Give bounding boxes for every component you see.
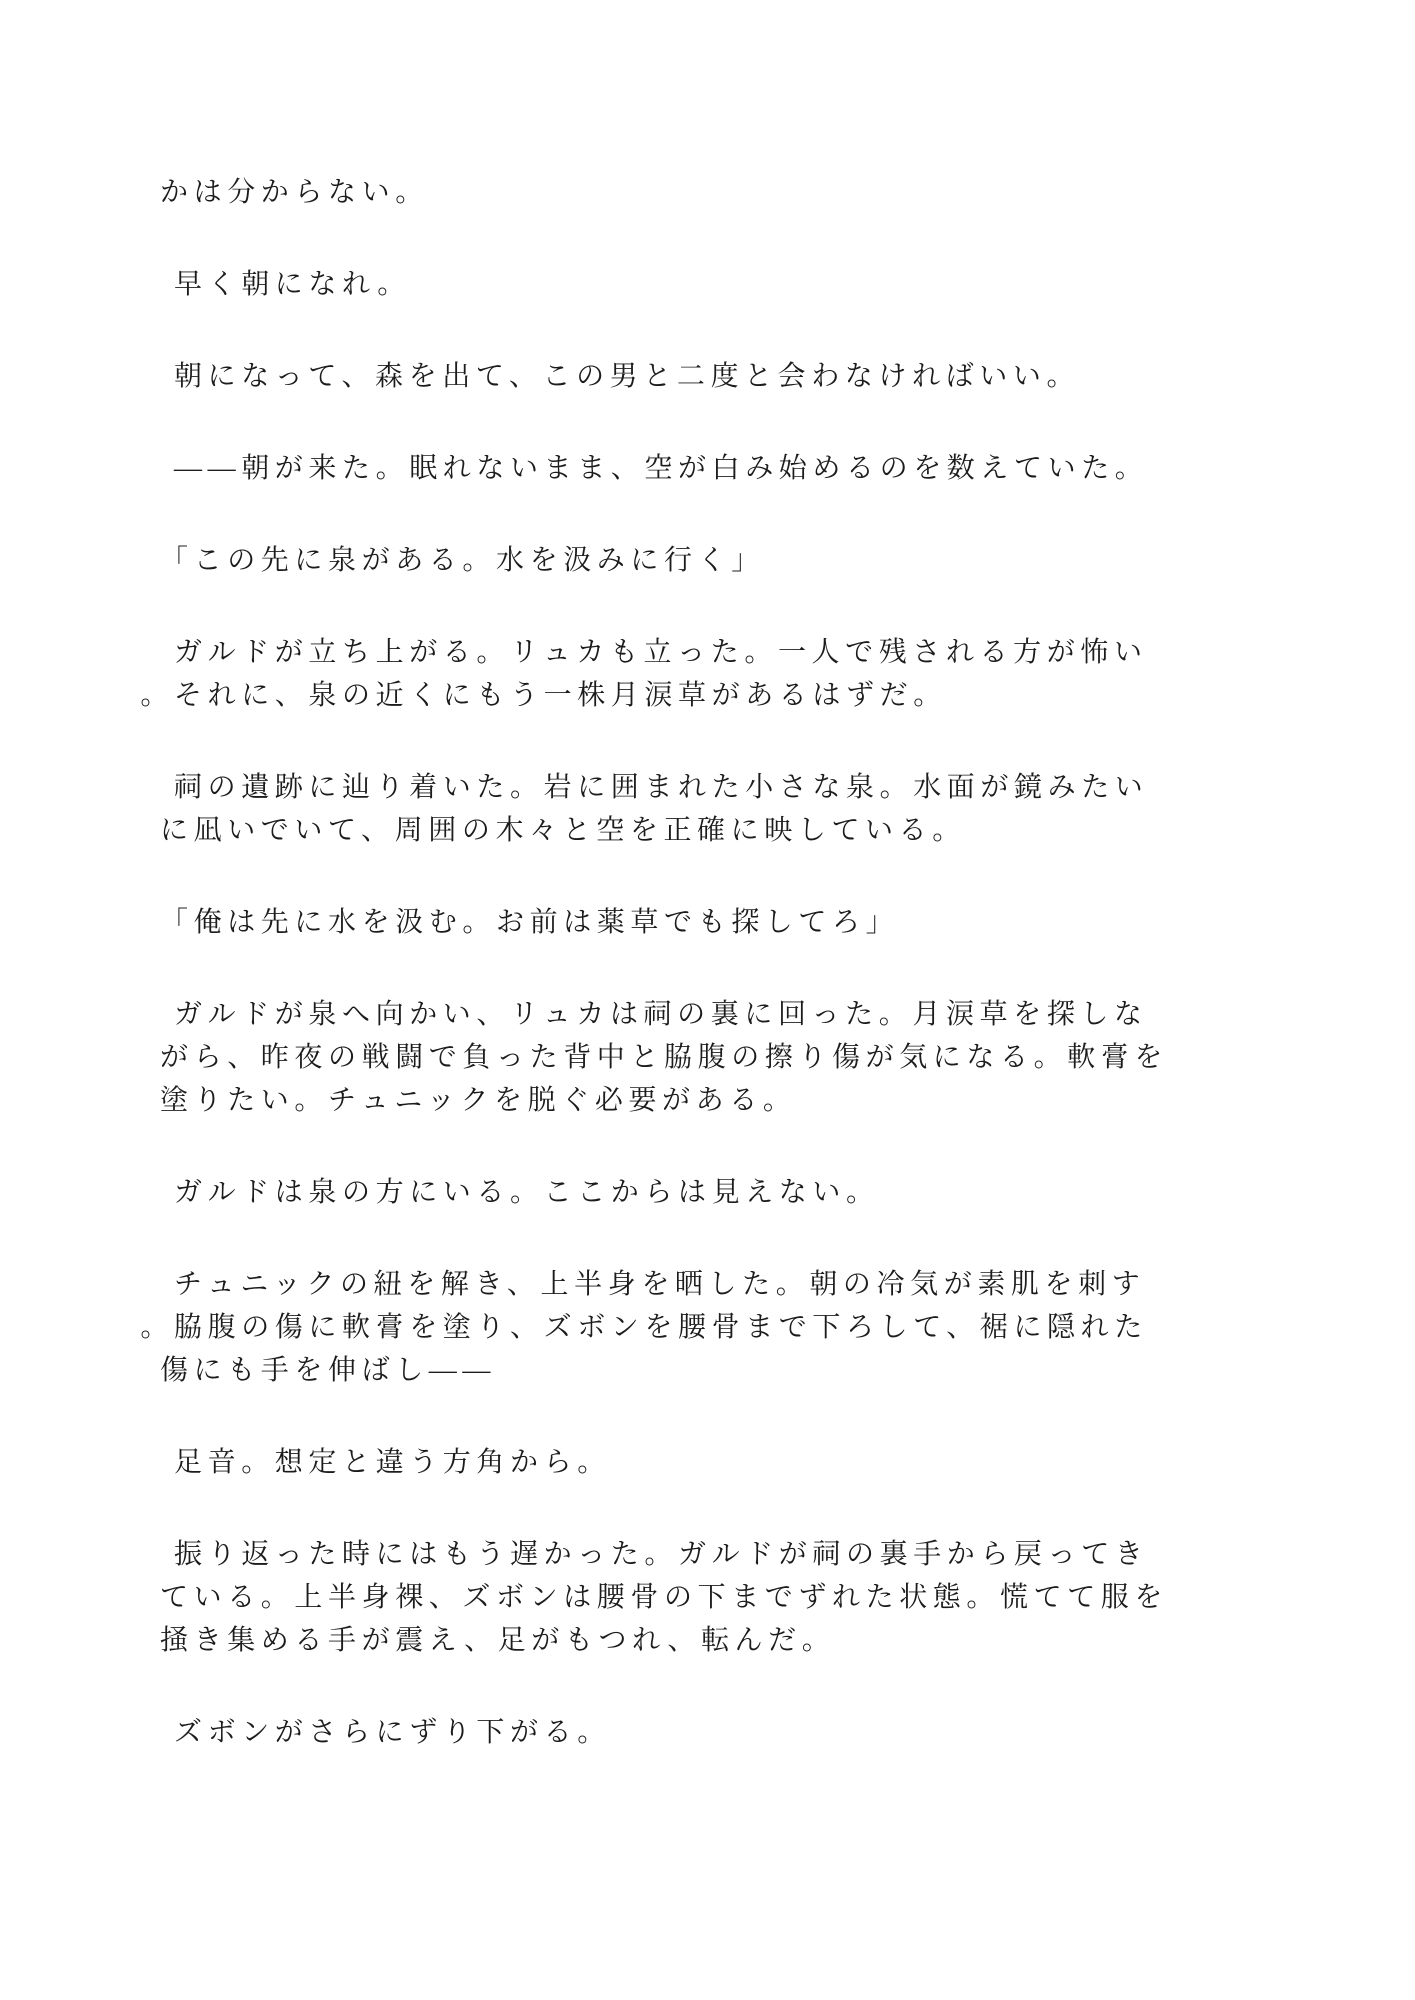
text-line: 朝になって、森を出て、この男と二度と会わなければいい。 (174, 361, 1081, 392)
paragraph (160, 263, 1190, 306)
text-line: ズボンがさらにずり下がる。 (174, 1717, 611, 1748)
text-line: 振り返った時にはもう遅かった。ガルドが祠の裏手から戻ってき (174, 1539, 1149, 1570)
text-line: がら、昨夜の戦闘で負った背中と脇腹の擦り傷が気になる。軟膏を (160, 1042, 1169, 1073)
paragraph (160, 1533, 1190, 1662)
paragraph (160, 901, 1190, 944)
text-line: かは分からない。 (160, 177, 429, 208)
paragraph (140, 631, 1190, 717)
text-line: 掻き集める手が震え、足がもつれ、転んだ。 (160, 1625, 836, 1656)
text-line: 。脇腹の傷に軟膏を塗り、ズボンを腰骨まで下ろして、裾に隠れた (140, 1312, 1148, 1343)
text-line: ——朝が来た。眠れないまま、空が白み始めるのを数えていた。 (174, 453, 1149, 484)
paragraph (140, 1263, 1190, 1392)
paragraph (160, 539, 1190, 582)
text-line: 早く朝になれ。 (174, 269, 411, 300)
text-line: ガルドは泉の方にいる。ここからは見えない。 (174, 1177, 880, 1208)
text-line: 「俺は先に水を汲む。お前は薬草でも探してろ」 (160, 907, 900, 938)
text-line: 祠の遺跡に辿り着いた。岩に囲まれた小さな泉。水面が鏡みたい (174, 772, 1149, 803)
paragraph (160, 1441, 1190, 1484)
text-line: 。それに、泉の近くにもう一株月涙草があるはずだ。 (140, 680, 947, 711)
text-line: ガルドが泉へ向かい、リュカは祠の裏に回った。月涙草を探しな (174, 999, 1148, 1030)
text-line: 傷にも手を伸ばし—— (160, 1355, 497, 1386)
paragraph (160, 171, 1190, 214)
paragraph (160, 447, 1190, 490)
paragraph (160, 1171, 1190, 1214)
text-line: ガルドが立ち上がる。リュカも立った。一人で残される方が怖い (174, 637, 1148, 668)
text-line: 「この先に泉がある。水を汲みに行く」 (160, 545, 765, 576)
text-line: ている。上半身裸、ズボンは腰骨の下までずれた状態。慌てて服を (160, 1582, 1169, 1613)
paragraph (160, 766, 1190, 852)
text-line: に凪いでいて、周囲の木々と空を正確に映している。 (160, 815, 966, 846)
text-line: 足音。想定と違う方角から。 (174, 1447, 611, 1478)
paragraph (160, 993, 1190, 1122)
paragraph (160, 1711, 1190, 1754)
paragraph (160, 355, 1190, 398)
text-column (140, 171, 1190, 1803)
text-line: チュニックの紐を解き、上半身を晒した。朝の冷気が素肌を刺す (174, 1269, 1146, 1300)
text-line: 塗りたい。チュニックを脱ぐ必要がある。 (160, 1085, 797, 1116)
